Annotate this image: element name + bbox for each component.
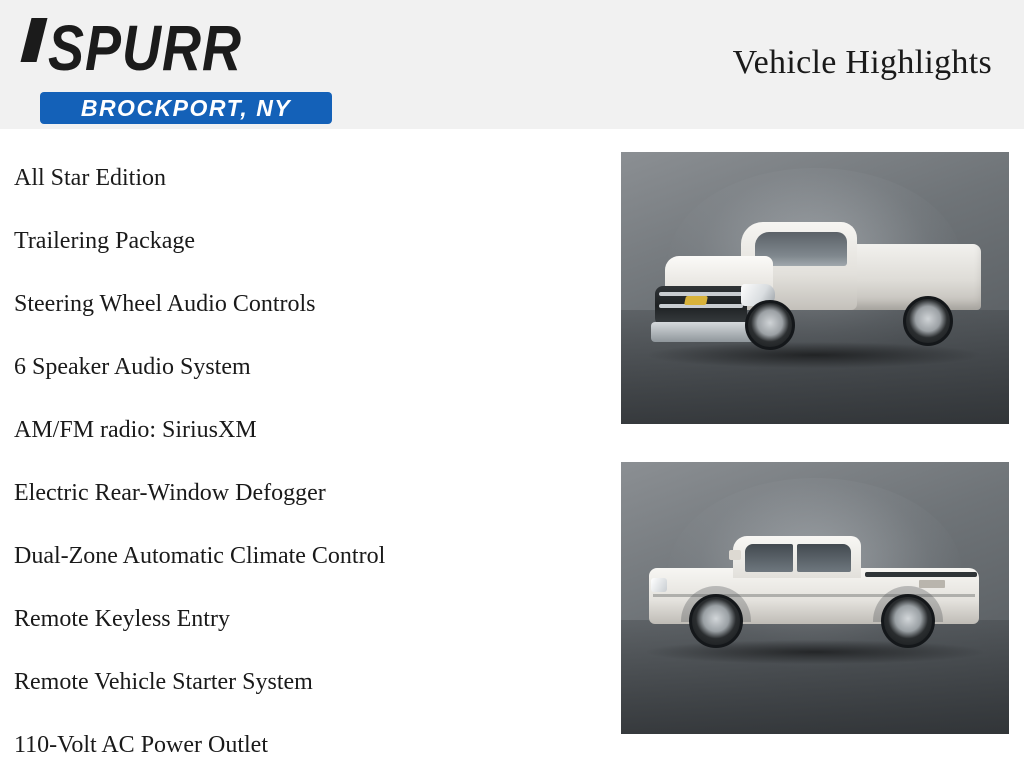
page-header	[0, 0, 1024, 129]
logo-wordmark-row	[22, 13, 322, 84]
logo-location-text: BROCKPORT, NY	[80, 95, 292, 121]
page-title: Vehicle Highlights	[732, 44, 992, 81]
logo-slash-shape	[21, 18, 48, 62]
list-item: Dual-Zone Automatic Climate Control	[14, 543, 386, 569]
truck-front-wheel	[745, 300, 795, 350]
list-item: All Star Edition	[14, 165, 166, 191]
bowtie-emblem-icon	[684, 296, 708, 305]
list-item: Trailering Package	[14, 228, 196, 254]
truck-illustration-side	[637, 524, 993, 684]
list-item: Remote Keyless Entry	[14, 606, 230, 632]
page-content	[0, 129, 1024, 768]
list-item: Steering Wheel Audio Controls	[14, 291, 316, 317]
highlights-list	[14, 147, 594, 768]
list-item: 6 Speaker Audio System	[14, 354, 251, 380]
truck-rear-wheel	[881, 594, 935, 648]
vehicle-photo-side-profile	[621, 462, 1009, 734]
truck-headlight	[651, 578, 667, 592]
truck-bed-rail	[865, 572, 977, 577]
list-item: Electric Rear-Window Defogger	[14, 480, 326, 506]
list-item: AM/FM radio: SiriusXM	[14, 417, 257, 443]
logo-brand-text: SPURR	[48, 13, 243, 84]
four-by-four-badge-icon	[919, 580, 945, 588]
truck-front-wheel	[689, 594, 743, 648]
truck-shadow	[647, 640, 983, 664]
truck-rear-wheel	[903, 296, 953, 346]
list-item: 110-Volt AC Power Outlet	[14, 732, 269, 758]
dealer-logo	[22, 13, 332, 121]
truck-rear-window	[797, 544, 851, 572]
truck-side-mirror	[729, 550, 741, 560]
truck-front-window	[745, 544, 793, 572]
vehicle-photo-front-quarter	[621, 152, 1009, 424]
truck-illustration-front	[645, 200, 983, 386]
list-item: Remote Vehicle Starter System	[14, 669, 313, 695]
logo-location-bar	[40, 92, 332, 124]
